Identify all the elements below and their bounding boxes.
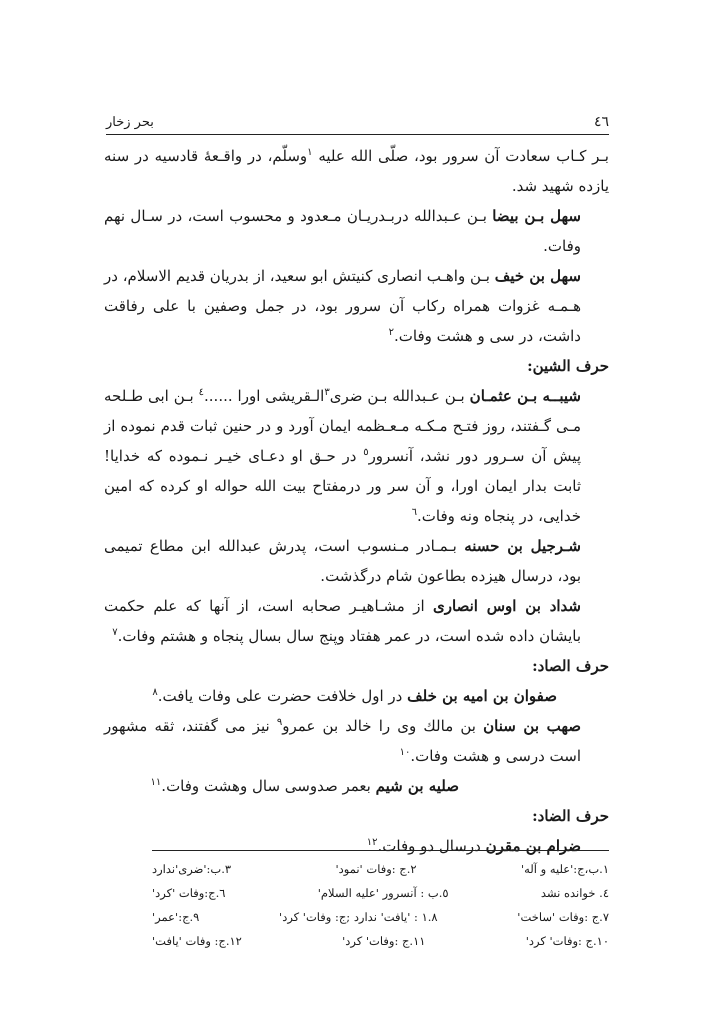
- page-number: ٤٦: [593, 114, 609, 130]
- entry-name: شیبــه بـن عثمـان: [469, 387, 581, 405]
- footnote-ref: ٦: [411, 507, 418, 518]
- main-text: [104, 141, 609, 861]
- footnote-ref: ٨: [152, 687, 158, 698]
- footnote-ref: ٣: [324, 387, 330, 398]
- entry-name: سهل بن خیف: [494, 267, 581, 285]
- footnote-ref: ١٠: [399, 747, 411, 758]
- footnote: ٧.ج :وفات 'ساخت': [517, 910, 609, 924]
- footnotes: [152, 850, 609, 953]
- entry-text: بـن عـبدالله دربـدریـان مـعدود و محسوب است، در سـال نهم وفات.: [104, 207, 581, 255]
- text-run: بـر کـاب سعادت آن سرور بود، صلّی الله علیه: [318, 147, 609, 165]
- section-heading-dad: حرف الضاد:: [532, 807, 609, 825]
- footnote-ref: ١: [307, 147, 313, 158]
- footnote-row: [152, 905, 609, 929]
- footnote: ٣.ب:'ضری'ندارد: [152, 862, 232, 876]
- text-run: شهید شد.: [511, 177, 574, 195]
- entry-text: بـن واهـب انصاری کنیتش ابو سعید، از بدریان قدیم الاسلام، در هـمـه غزوات همراه رکاب آن سرور بود، در جمل وصفین با علی رفاقت داشت، در سی و هشت وفات.: [104, 267, 581, 345]
- footnote-ref: ٥: [363, 447, 369, 458]
- footnote: ٤. خوانده نشد: [540, 886, 609, 900]
- entry-text: بـن ابی طـلحه مـی گـفتند، روز فتـح مـکـه مـعـظمه ایمان آورد و در حنین ثبات قدم نموده از پیش آن سـرور دور نشد، آنسرور: [104, 387, 582, 465]
- entry-name: صلیه بن شیم: [375, 777, 459, 795]
- footnote-ref: ١٢: [366, 837, 378, 848]
- entry-name: ضرام بن مقرن: [485, 837, 581, 855]
- footnote-row: [152, 857, 609, 881]
- entry-text: نیز می گفتند، ثقه مشهور است درسی و هشت وفات.: [104, 717, 581, 765]
- entry-text: بـن عـبدالله بـن ضری: [329, 387, 465, 405]
- footnote-ref: ٢: [388, 327, 395, 338]
- entry-text: بعمر صدوسی سال وهشت وفات.: [161, 777, 371, 795]
- entry-safwan: [104, 681, 609, 711]
- entry-text: بن مالك وی را خالد بن عمرو: [282, 717, 476, 735]
- entry-shayba: [104, 381, 609, 531]
- book-title: بحر زخار: [106, 115, 154, 130]
- entry-text: بـمـادر مـنسوب است، پدرش عبدالله ابن مطاع تمیمی بود، درسال هیزده بطاعون شام درگذشت.: [104, 537, 581, 585]
- entry-suhayb: [104, 711, 609, 771]
- entry-text: درسال دو وفات.: [377, 837, 481, 855]
- footnote: ٥.ب : آنسرور 'علیه السلام': [317, 886, 449, 900]
- entry-sahl-hanif: [104, 261, 609, 351]
- footnote-ref: ٧: [112, 627, 118, 638]
- footnote-ref: ٤: [198, 387, 205, 398]
- entry-text: در اول خلافت حضرت علی وفات یافت.: [157, 687, 403, 705]
- footnote: ١٠.ج :وفات' کرد': [525, 934, 609, 948]
- footnote: ١.ب،ج:'علیه و آله': [520, 862, 609, 876]
- footnote: ١٢.ج: وفات 'یافت': [152, 934, 242, 948]
- entry-name: صهب بن سنان: [483, 717, 581, 735]
- footnote: ٢.ج :وفات 'نمود': [335, 862, 417, 876]
- entry-name: سهل بـن بیضا: [492, 207, 581, 225]
- entry-sahl-bayza: [104, 201, 609, 261]
- footnote-ref: ١١: [150, 777, 162, 788]
- section-heading-sad: حرف الصاد:: [532, 657, 609, 675]
- footnote: ١١.ج :وفات' کرد': [342, 934, 426, 948]
- running-header: [106, 104, 609, 135]
- entry-text: الـقریشی اورا ......: [204, 387, 325, 405]
- entry-name: صفوان بن امیه بن خلف: [407, 687, 557, 705]
- entry-shaddad: [104, 591, 609, 651]
- footnote: ١.٨ : 'یافت' ندارد ;ج: وفات' کرد': [279, 910, 438, 924]
- entry-text: در حـق او دعـای خیـر نـموده که خدایا! ثابت بدار ایمان اورا، و آن سر ور درمفتاح بیت الله حواله او کرده که امین خدایی، در پنجاه ونه وفات.: [104, 447, 581, 525]
- entry-name: شـرجیل بن حسنه: [464, 537, 581, 555]
- entry-shurahbil: [104, 531, 609, 591]
- footnote-row: [152, 929, 609, 953]
- entry-text: از مشـاهیـر صحابه است، از آنها که علم حکمت بایشان داده شده است، در عمر هفتاد وپنج سال بسال پنجاه و هشتم وفات.: [104, 597, 581, 645]
- entry-sila: [104, 771, 609, 801]
- paragraph-martyr: [104, 141, 609, 201]
- entry-name: شداد بن اوس انصاری: [433, 597, 581, 615]
- footnote: ٦.ج:وفات 'کرد': [152, 886, 226, 900]
- text-run: وسلّم، در واقـعهٔ قادسیه در سنه یازده: [104, 147, 609, 195]
- section-heading-shin: حرف الشین:: [527, 357, 609, 375]
- footnote-row: [152, 881, 609, 905]
- footnote-ref: ٩: [276, 717, 283, 728]
- footnote: ٩.ج:'عمر': [152, 910, 200, 924]
